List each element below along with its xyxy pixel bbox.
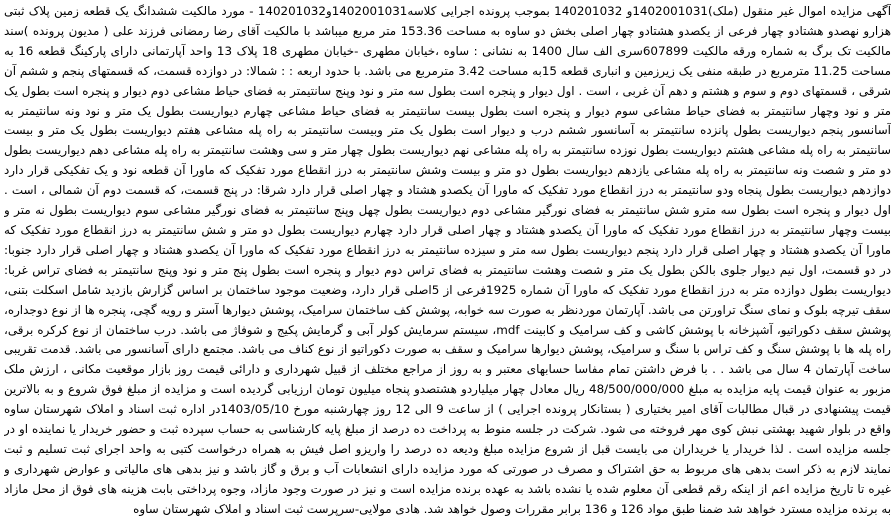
auction-notice-text: آگهی مزایده اموال غیر منقول (ملک)1402001031و 140201032 بموجب پرونده اجرایی کلاسه1402001031و140201032 - مورد مالکیت ششدانگ یک قطعه زمین پلاک ثبتی هزارو نهصدو هشتادو چهار فرعی از یکصدو هشتادو چهار اصلی بخش دو ساوه به مساحت 153.36 متر مربع میباشد با مالکیت آقای رضا رمضانی فرزند علی ( مدیون پرونده )سند مالکیت تک برگ به شماره ورقه مالکیت 607899سری الف سال 1400 به نشانی : ساوه ،خیابان مطهری -خیابان مطهری 18 پلاک 13 واحد آپارتمانی دارای پارکینگ قطعه 16 به مساحت 11.25 مترمربع در طبقه منفی یک زیرزمین و انباری قطعه 15به مساحت 3.42 مترمربع می باشد. با حدود اربعه : : شمالا: در دوازده قسمت، که قسمتهای پنجم و ششم آن شرقی ، قسمتهای دوم و سوم و هشتم و دهم آن غربی ، است . اول دیوار و پنجره است بطول سه متر و نود وپنج سانتیمتر به فضای حیاط مشاعی دوم دیوار و پنجره است بطول یک متر و نود وچهار سانتیمتر به فضای حیاط مشاعی سوم دیوار و پنجره است بطول بیست سانتیمتر به فضای حیاط مشاعی چهارم دیواریست بطول یک متر و نود ونه سانتیمتر به آسانسور پنجم دیواریست بطول پانزده سانتیمتر به آسانسور ششم درب و دیوار است بطول یک متر وبیست سانتیمتر به راه پله مشاعی هفتم دیواریست بطول یک متر و بیست سانتیمتر به راه پله مشاعی هشتم دیواریست بطول نوزده سانتیمتر به راه پله مشاعی نهم دیواریست بطول چهار متر و سی وهشت سانتیمتر به راه پله مشاعی دهم دیواریست بطول دو متر و شصت ونه سانتیمتر به راه پله مشاعی یازدهم دیواریست بطول دو متر و بیست وشش سانتیمتر به درز انقطاع مورد تفکیک که ماورا آن قطعه نود و یک تفکیکی قرار دارد دوازدهم دیواریست بطول پنجاه ودو سانتیمتر به درز انقطاع مورد تفکیک که ماورا آن یکصدو هشتاد و چهار اصلی قرار دارد شرقا: در پنج قسمت، که قسمت دوم آن شمالی ، است . اول دیوار و پنجره است بطول سه مترو شش سانتیمتر به فضای نورگیر مشاعی دوم دیواریست بطول چهل وپنج سانتیمتر به فضای نورگیر مشاعی سوم دیواریست بطول نه متر و بیست وچهار سانتیمتر به درز انقطاع مورد تفکیک که ماورا آن یکصدو هشتاد و چهار اصلی قرار دارد چهارم دیواریست بطول دو متر و شش سانتیمتر به درز انقطاع مورد تفکیک که ماورا آن یکصدو هشتاد و چهار اصلی قرار دارد پنجم دیواریست بطول سه متر و سیزده سانتیمتر به درز انقطاع مورد تفکیک که ماورا آن یکصدو هشتاد و چهار اصلی قرار دارد جنوبا: در دو قسمت، اول نیم دیوار جلوی بالکن بطول یک متر و شصت وهشت سانتیمتر به فضای تراس دوم دیوار و پنجره است بطول پنج متر و نود وپنج سانتیمتر به فضای تراس غربا: دیواریست بطول دوازده متر به درز انقطاع مورد تفکیک که ماورا آن شماره 1925فرعی از 5اصلی قرار دارد، وضعیت موجود ساختمان بر اساس گزارش بازدید شامل اسکلت بتنی، سقف تیرچه بلوک و نمای سنگ تراورتن می باشد. آپارتمان موردنظر به صورت سه خوابه، پوشش کف ساختمان سرامیک، پوشش دیوارها آستر و رویه گچی، پنجره ها از نوع دوجداره، پوشش سقف دکوراتیو، آشپزخانه با پوشش کاشی و کف سرامیک و کابینت mdf، سیستم سرمایش کولر آبی و گرمایش پکیج و شوفاژ می باشد. درب ساختمان از نوع کرکره برقی، راه پله ها با پوشش سنگ و کف تراس با سنگ و سرامیک، پوشش دیوارها سرامیک و سقف به صورت دکوراتیو از نوع کناف می باشد. مجتمع دارای آسانسور می باشد. قدمت تقریبی ساخت آپارتمان 4 سال می باشد . . با فرض داشتن تمام مفاسا حسابهای معتبر و به روز از مراجع مختلف از قبیل شهرداری و دارائی قیمت روز بازار موقعیت مکانی ، ارزش ملک مزبور به عنوان قیمت پایه مزایده به مبلغ 48/500/000/000 ریال معادل چهار میلیاردو هشتصدو پنجاه میلیون تومان ارزیابی گردیده است و مزایده از مبلغ فوق شروع و به بالاترین قیمت پیشنهادی در قبال مطالبات آقای امیر بختیاری ( بستانکار پرونده اجرایی ) از ساعت 9 الی 12 روز چهارشنبه مورخ 1403/05/10در اداره ثبت اسناد و املاک شهرستان ساوه واقع در بلوار شهید بهشتی نبش کوی مهر فروخته می شود. شرکت در جلسه منوط به پرداخت ده درصد از مبلغ پایه کارشناسی به حساب سپرده ثبت و حضور خریدار یا نماینده او در جلسه مزایده است . لذا خریدار یا خریداران می بایست قبل از شروع مزایده مبلغ ودیعه ده درصد را واریزو اصل فیش به همراه درخواست کتبی به واحد اجرای ثبت تسلیم و ثبت نمایند لازم به ذکر است بدهی های مربوط به حق اشتراک و مصرف در صورتی که مورد مزایده دارای انشعابات آب و برق و گاز باشد و نیز بدهی های مالیاتی و عوارض شهرداری و غیره تا تاریخ مزایده اعم از اینکه رقم قطعی آن معلوم شده یا نشده باشد به عهده برنده مزایده است و نیز در صورت وجود مازاد، وجوه پرداختی بابت هزینه های فوق از محل مازاد به برنده مزایده مسترد خواهد شد ضمنا طبق مواد 126 و 136 برابر مقررات وصول خواهد شد. هادی مولایی-سرپرست ثبت اسناد و املاک شهرستان ساوه [4,4,891,516]
auction-notice-document [4,2,891,529]
